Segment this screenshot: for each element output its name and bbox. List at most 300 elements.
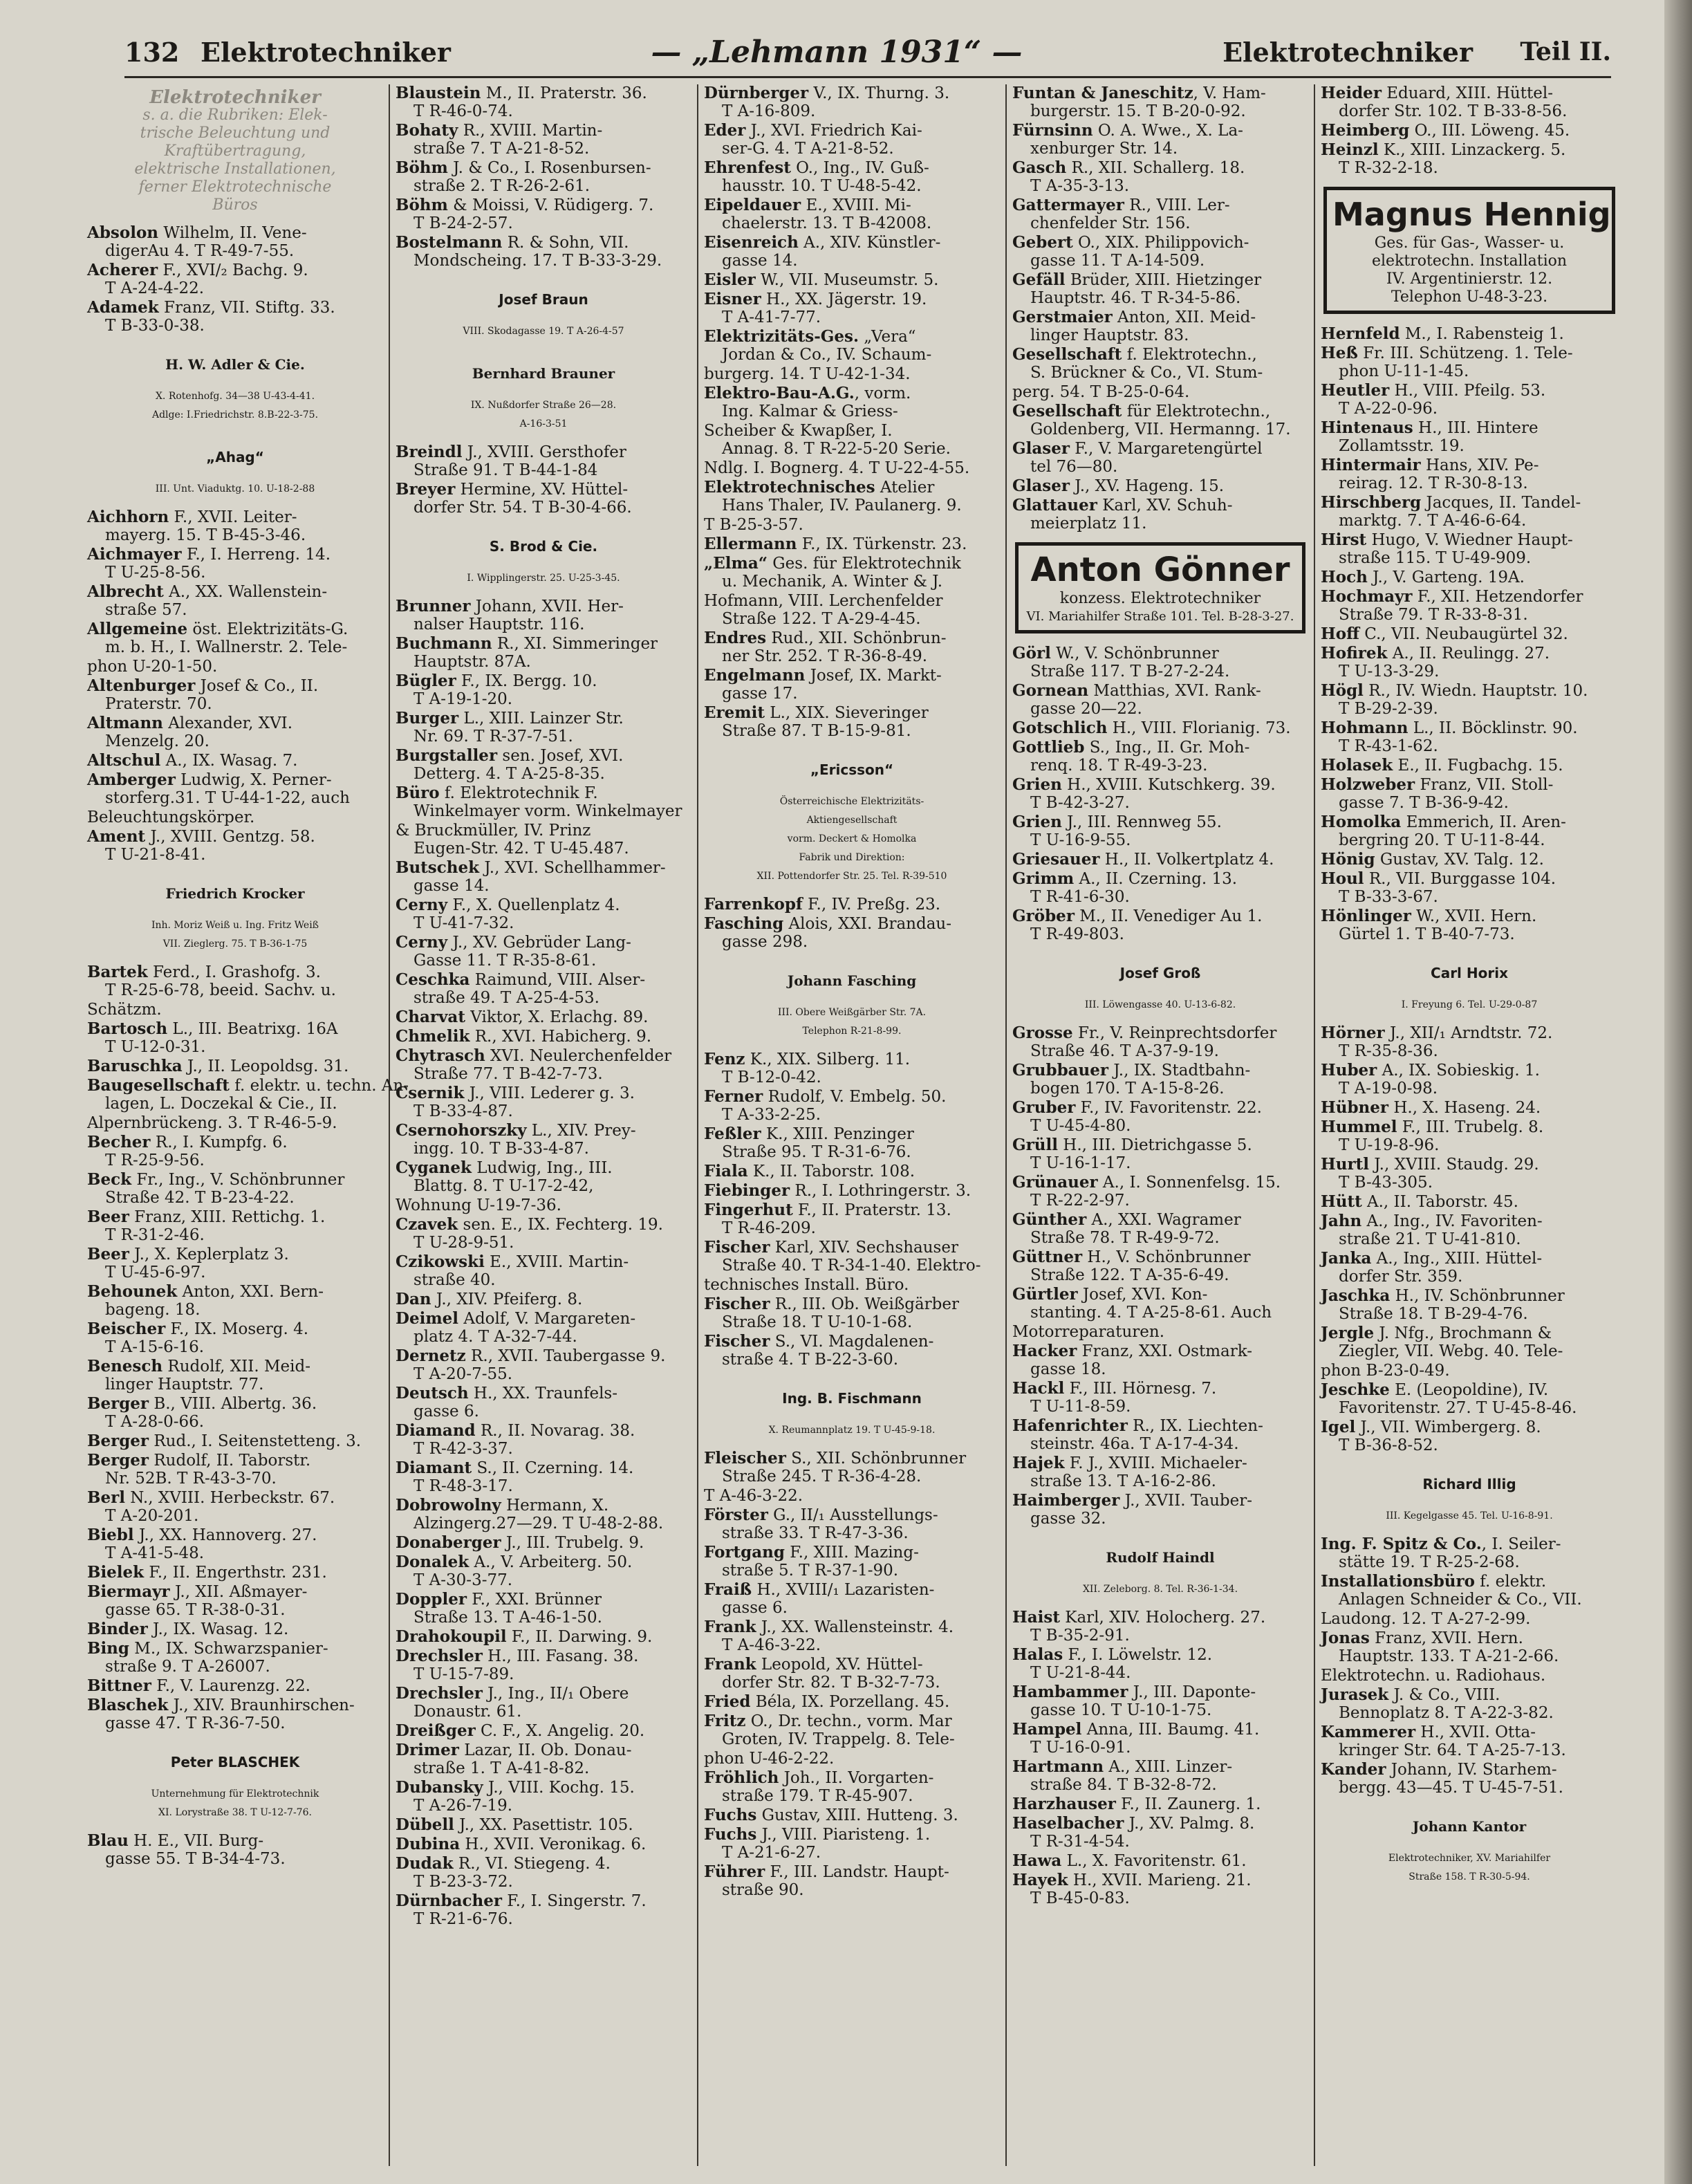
directory-entry (396, 1779, 691, 1815)
entry-name: Blaustein (396, 84, 481, 102)
directory-entry (1321, 870, 1618, 906)
entry-address: Josef, IX. Markt- (805, 667, 942, 685)
entry-address: Johann, IV. Starhem- (1386, 1761, 1557, 1779)
entry-address: phon U-46-2-22. (704, 1750, 835, 1768)
directory-entry (1012, 1609, 1308, 1645)
entry-address: H., VIII. Florianig. 73. (1107, 719, 1291, 737)
directory-entry (87, 1395, 383, 1431)
entry-name: Dernetz (396, 1347, 466, 1365)
entry-continuation: hausstr. 10. T U-48-5-42. (722, 177, 922, 195)
entry-name: Haimberger (1012, 1491, 1120, 1510)
directory-entry (87, 808, 383, 826)
directory-entry (1012, 1342, 1308, 1378)
directory-entry (396, 234, 691, 270)
entry-name: Halas (1012, 1645, 1063, 1664)
entry-continuation: renq. 18. T R-49-3-23. (1030, 757, 1208, 775)
directory-entry (396, 1290, 691, 1308)
entry-address: S., XII. Schönbrunner (785, 1450, 967, 1468)
entry-address: F., I. Singerstr. 7. (501, 1892, 647, 1910)
entry-name: Frank (704, 1618, 756, 1636)
entry-continuation: gasse 20—22. (1030, 700, 1142, 718)
entry-continuation: T A-21-6-27. (722, 1844, 821, 1862)
directory-entry (396, 1685, 691, 1721)
entry-continuation: u. Mechanik, A. Winter & J. (722, 573, 943, 591)
entry-address: F., V. Margaretengürtel (1069, 440, 1263, 458)
entry-address: Ludwig, Ing., III. (471, 1159, 613, 1177)
entry-continuation: T R-43-1-62. (1339, 737, 1438, 755)
entry-name: Fritz (704, 1712, 746, 1730)
directory-entry (87, 1076, 409, 1113)
entry-continuation: bergg. 43—45. T U-45-7-51. (1339, 1779, 1563, 1797)
entry-continuation: gasse 6. (722, 1599, 788, 1617)
entry-address: J., XV. Gebrüder Lang- (447, 934, 631, 952)
directory-entry (704, 667, 1000, 703)
advert-title: Johann Fasching (787, 972, 917, 989)
entry-address: Gustav, XV. Talg. 12. (1375, 851, 1544, 869)
entry-continuation: platz 4. T A-32-7-44. (413, 1328, 577, 1346)
entry-address: L., II. Böcklinstr. 90. (1408, 719, 1578, 737)
entry-address: F., IV. Favoritenstr. 22. (1075, 1099, 1262, 1117)
directory-entry (396, 1855, 691, 1891)
entry-continuation: steinstr. 46a. T A-17-4-34. (1030, 1435, 1239, 1453)
entry-continuation: stätte 19. T R-25-2-68. (1339, 1553, 1520, 1571)
directory-entry (1012, 739, 1308, 775)
entry-address: K., XIII. Penzinger (761, 1125, 914, 1143)
entry-name: Gotschlich (1012, 719, 1108, 737)
entry-name: Gottlieb (1012, 738, 1085, 757)
advert-line: X. Rotenhofg. 34—38 U-43-4-41. (155, 391, 315, 402)
advert-line: vorm. Deckert & Homolka (787, 833, 917, 844)
directory-entry (1321, 1723, 1618, 1759)
directory-entry (1012, 497, 1308, 533)
entry-address: J., XVIII. Gersthofer (462, 443, 626, 461)
directory-entry (1321, 907, 1618, 943)
entry-continuation: Bennoplatz 8. T A-22-3-82. (1339, 1704, 1554, 1722)
entry-address: F., X. Quellenplatz 4. (447, 896, 620, 914)
entry-name: Engelmann (704, 666, 806, 685)
entry-continuation: Straße 91. T B-44-1-84 (413, 461, 598, 479)
entry-name: Doppler (396, 1590, 467, 1609)
entry-continuation: Ing. Kalmar & Griess- (722, 402, 898, 420)
entry-continuation: T A-19-1-20. (413, 690, 513, 708)
advert-braun (396, 277, 691, 341)
entry-continuation: T R-31-2-46. (105, 1226, 205, 1244)
entry-name: Fischer (704, 1295, 770, 1313)
entry-continuation: storferg.31. T U-44-1-22, auch (105, 789, 350, 807)
entry-continuation: T B-24-2-57. (413, 214, 513, 232)
entry-continuation: gasse 17. (722, 685, 798, 703)
directory-entry (396, 1647, 691, 1683)
directory-entry (396, 1741, 691, 1777)
entry-name: Gornean (1012, 681, 1089, 700)
entry-continuation: gasse 7. T B-36-9-42. (1339, 794, 1509, 812)
entry-name: Holzweber (1321, 775, 1415, 794)
directory-entry (704, 1544, 1000, 1580)
entry-address: Karl, XIV. Holocherg. 27. (1059, 1609, 1266, 1627)
entry-continuation: straße 57. (105, 601, 187, 619)
entry-continuation: Straße 42. T B-23-4-22. (105, 1189, 295, 1207)
entry-name: Beck (87, 1170, 132, 1189)
entry-address: sen. Josef, XVI. (497, 747, 624, 765)
entry-address: H., XVII. Marieng. 21. (1068, 1871, 1252, 1889)
entry-continuation: S. Brückner & Co., VI. Stum- (1030, 364, 1263, 382)
entry-continuation: Hauptstr. 46. T R-34-5-86. (1030, 289, 1241, 307)
directory-entry (704, 234, 1000, 270)
entry-address: & Bruckmüller, IV. Prinz (396, 822, 591, 840)
entry-continuation: gasse 32. (1030, 1510, 1106, 1528)
entry-group (1012, 1024, 1308, 1528)
entry-address: J., VIII. Kochg. 15. (483, 1779, 635, 1797)
entry-name: Janka (1321, 1249, 1372, 1268)
advert-title: Josef Groß (1119, 965, 1201, 981)
entry-address: A., XX. Wallenstein- (163, 583, 328, 601)
directory-entry (87, 963, 383, 999)
entry-address: Eduard, XIII. Hüttel- (1381, 84, 1553, 102)
entry-name: Hohmann (1321, 719, 1409, 737)
entry-continuation: Annag. 8. T R-22-5-20 Serie. (722, 440, 951, 458)
directory-entry (1321, 1362, 1618, 1380)
entry-name: Aichmayer (87, 545, 182, 564)
directory-entry (704, 1750, 1000, 1768)
entry-name: Bostelmann (396, 233, 503, 252)
entry-continuation: ser-G. 4. T A-21-8-52. (722, 140, 894, 158)
entry-address: Gustav, XIII. Hutteng. 3. (756, 1806, 958, 1824)
entry-address: burgerg. 14. T U-42-1-34. (704, 365, 911, 383)
entry-name: Fuchs (704, 1806, 757, 1824)
entry-address: B., VIII. Albertg. 36. (149, 1395, 317, 1413)
entry-continuation: T B-33-4-87. (413, 1102, 513, 1120)
entry-name: Jeschke (1321, 1380, 1390, 1399)
directory-entry (1012, 308, 1308, 344)
entry-address: A., IX. Sobieskig. 1. (1377, 1062, 1540, 1080)
directory-entry (396, 122, 691, 158)
entry-name: Charvat (396, 1008, 465, 1026)
entry-group (1012, 1609, 1308, 1907)
entry-continuation: mayerg. 15. T B-45-3-46. (105, 526, 306, 544)
entry-address: R., XVII. Taubergasse 9. (465, 1347, 666, 1365)
directory-entry (704, 385, 1000, 420)
entry-continuation: T B-45-0-83. (1030, 1889, 1130, 1907)
entry-name: Altmann (87, 714, 163, 732)
directory-entry (1012, 1323, 1308, 1341)
entry-address: F., IX. Türkenstr. 23. (797, 535, 967, 553)
entry-continuation: m. b. H., I. Wallnerstr. 2. Tele- (105, 638, 348, 656)
entry-continuation: T A-28-0-66. (105, 1413, 205, 1431)
entry-address: H., XVIII/₁ Lazaristen- (752, 1581, 935, 1599)
directory-entry (87, 1246, 383, 1281)
entry-name: Heutler (1321, 381, 1390, 400)
advert-line: elektrotechn. Installation (1371, 252, 1568, 270)
entry-name: Funtan & Janeschitz (1012, 84, 1193, 102)
entry-address: Rudolf, V. Embelg. 50. (763, 1088, 947, 1106)
directory-entry (1012, 1099, 1308, 1135)
entry-name: Absolon (87, 223, 159, 242)
entry-address: Alexander, XVI. (162, 714, 293, 732)
entry-continuation: gasse 18. (1030, 1360, 1106, 1378)
entry-continuation: T U-16-0-91. (1030, 1739, 1131, 1757)
advert-title: Carl Horix (1431, 965, 1508, 981)
directory-entry (1321, 531, 1618, 567)
entry-continuation: linger Hauptstr. 77. (105, 1376, 264, 1394)
directory-entry (396, 1216, 691, 1252)
entry-name: Gefäll (1012, 270, 1066, 289)
entry-name: Grosse (1012, 1024, 1073, 1042)
directory-entry (1012, 1871, 1308, 1907)
directory-entry (704, 915, 1000, 951)
entry-continuation: T R-31-4-54. (1030, 1833, 1130, 1851)
entry-name: Fleischer (704, 1449, 786, 1468)
entry-name: Hernfeld (1321, 324, 1400, 343)
entry-address: XVI. Neulerchenfelder (485, 1047, 672, 1065)
entry-continuation: Straße 18. T U-10-1-68. (722, 1313, 913, 1331)
entry-name: Jaschka (1321, 1286, 1391, 1305)
entry-address: J., XII/₁ Arndtstr. 72. (1384, 1024, 1553, 1042)
entry-address: J., IX. Wasag. 12. (147, 1620, 289, 1638)
directory-entry (1321, 682, 1618, 718)
entry-address: R., I. Lothringerstr. 3. (790, 1182, 971, 1200)
entry-name: Donaberger (396, 1533, 501, 1552)
entry-continuation: straße 2. T R-26-2-61. (413, 177, 591, 195)
entry-address: J., III. Daponte- (1128, 1683, 1256, 1701)
entry-name: Dübell (396, 1815, 454, 1834)
advert-line: Österreichische Elektrizitäts- (779, 796, 924, 807)
entry-continuation: gasse 65. T R-38-0-31. (105, 1601, 286, 1619)
entry-name: Acherer (87, 261, 158, 279)
entry-continuation: lagen, L. Doczekal & Cie., II. (105, 1095, 337, 1113)
entry-continuation: T U-41-7-32. (413, 914, 514, 932)
entry-group (1321, 84, 1618, 177)
advert-fischmann (704, 1376, 1000, 1440)
directory-entry (87, 1620, 383, 1638)
directory-entry (1321, 1118, 1618, 1154)
entry-address: Franz, XVII. Hern. (1369, 1629, 1523, 1647)
column-1 (82, 84, 409, 2166)
entry-continuation: Blattg. 8. T U-17-2-42, (413, 1177, 594, 1195)
entry-address: Alois, XXI. Brandau- (783, 915, 952, 933)
entry-name: Drechsler (396, 1684, 483, 1703)
entry-continuation: T B-29-2-39. (1339, 700, 1438, 718)
entry-address: F., XIII. Mazing- (784, 1544, 919, 1562)
entry-name: Gebert (1012, 233, 1073, 252)
entry-continuation: T A-15-6-16. (105, 1338, 205, 1356)
entry-name: Jonas (1321, 1629, 1370, 1647)
entry-name: Installationsbüro (1321, 1572, 1475, 1591)
entry-name: Jergle (1321, 1324, 1375, 1342)
entry-name: Drahokoupil (396, 1627, 507, 1646)
entry-address: S., VI. Magdalenen- (770, 1333, 934, 1351)
entry-address: J., XII. Aßmayer- (169, 1583, 308, 1601)
entry-address: J., IX. Stadtbahn- (1108, 1062, 1251, 1080)
entry-continuation: T A-33-2-25. (722, 1106, 821, 1124)
entry-address: J., III. Trubelg. 9. (501, 1534, 644, 1552)
entry-name: Bartosch (87, 1019, 168, 1038)
entry-name: Gruber (1012, 1098, 1076, 1117)
entry-name: Fingerhut (704, 1201, 793, 1219)
advert-line: I. Wipplingerstr. 25. U-25-3-45. (467, 573, 620, 584)
entry-name: Bügler (396, 672, 456, 690)
entry-address: Jacques, II. Tandel- (1421, 494, 1581, 512)
entry-name: Ing. F. Spitz & Co. (1321, 1535, 1482, 1553)
directory-entry (396, 1722, 691, 1740)
advert-title: Magnus Hennig (1332, 196, 1611, 233)
directory-entry (704, 328, 1000, 364)
entry-continuation: xenburger Str. 14. (1030, 140, 1178, 158)
entry-address: Karl, XIV. Sechshauser (770, 1239, 958, 1257)
entry-continuation: phon U-11-1-45. (1339, 362, 1469, 380)
entry-continuation: T A-24-4-22. (105, 279, 205, 297)
directory-entry (87, 771, 383, 807)
advert-line: Aktiengesellschaft (806, 815, 898, 826)
entry-group (396, 443, 691, 517)
entry-address: technisches Install. Büro. (704, 1276, 909, 1294)
entry-name: Hacker (1012, 1342, 1077, 1360)
entry-name: Hayek (1012, 1871, 1068, 1889)
entry-name: Hintenaus (1321, 418, 1413, 437)
column-2 (390, 84, 698, 2166)
directory-entry (1012, 271, 1308, 307)
entry-continuation: Straße 40. T R-34-1-40. Elektro- (722, 1257, 981, 1275)
entry-name: Griesauer (1012, 850, 1100, 869)
entry-continuation: T U-21-8-41. (105, 846, 206, 864)
advert-line: XI. Lorystraße 38. T U-12-7-76. (158, 1807, 312, 1818)
entry-name: Hurtl (1321, 1155, 1369, 1174)
entry-group (704, 84, 1000, 740)
entry-address: Viktor, X. Erlachg. 89. (465, 1008, 649, 1026)
entry-name: Diamand (396, 1421, 476, 1440)
directory-entry (396, 598, 691, 633)
entry-address: F., XXI. Brünner (466, 1591, 602, 1609)
entry-continuation: T R-32-2-18. (1339, 159, 1438, 177)
entry-address: J., V. Garteng. 19A. (1367, 568, 1525, 586)
directory-entry (1321, 851, 1618, 869)
entry-name: Deutsch (396, 1384, 469, 1403)
entry-name: Eisner (704, 290, 761, 308)
advert-ericsson (704, 747, 1000, 886)
entry-continuation: T A-41-7-77. (722, 308, 821, 326)
intro-line: Kraftübertragung, (164, 142, 306, 160)
directory-entry (1012, 1721, 1308, 1757)
entry-name: Haselbacher (1012, 1814, 1124, 1833)
entry-address: F., XVII. Leiter- (169, 508, 297, 526)
entry-name: Dürnbacher (396, 1891, 502, 1910)
entry-address: Wohnung U-19-7-36. (396, 1196, 561, 1214)
entry-continuation: T U-19-8-96. (1339, 1136, 1440, 1154)
entry-address: C., VII. Neubaugürtel 32. (1359, 625, 1568, 643)
entry-name: Förster (704, 1506, 768, 1524)
entry-address: J., XVII. Tauber- (1119, 1492, 1253, 1510)
directory-entry (396, 747, 691, 783)
entry-continuation: dorfer Str. 82. T B-32-7-73. (722, 1674, 940, 1692)
directory-entry (1321, 1324, 1618, 1360)
entry-address: R., I. Kumpfg. 6. (150, 1133, 288, 1151)
directory-entry (1012, 1646, 1308, 1682)
entry-address: Raimund, VIII. Alser- (470, 971, 646, 989)
intro-line: ferner Elektrotechnische (138, 178, 332, 196)
entry-address: F. J., XVIII. Michaeler- (1064, 1454, 1247, 1472)
entry-address: f. elektr. u. techn. An- (229, 1077, 409, 1095)
entry-continuation: Detterg. 4. T A-25-8-35. (413, 765, 605, 783)
entry-address: A., XIII. Linzer- (1104, 1758, 1233, 1776)
advert-line: I. Freyung 6. Tel. U-29-0-87 (1401, 999, 1538, 1010)
directory-entry (1012, 1683, 1308, 1719)
entry-name: Elektrizitäts-Ges. (704, 327, 859, 346)
entry-address: , vorm. (854, 385, 911, 402)
entry-address: H., XVII. Otta- (1415, 1723, 1536, 1741)
entry-name: Dubina (396, 1835, 461, 1853)
entry-address: , V. Ham- (1193, 84, 1266, 102)
entry-continuation: Mondscheing. 17. T B-33-3-29. (413, 252, 662, 270)
entry-continuation: Praterstr. 70. (105, 695, 212, 713)
entry-group (1321, 1024, 1618, 1454)
entry-address: R., III. Ob. Weißgärber (770, 1295, 959, 1313)
entry-address: J., XV. Hageng. 15. (1069, 477, 1225, 495)
entry-name: Farrenkopf (704, 895, 803, 914)
directory-entry (396, 1196, 691, 1214)
directory-entry (87, 546, 383, 582)
entry-continuation: Straße 245. T R-36-4-28. (722, 1468, 922, 1486)
directory-entry (704, 1333, 1000, 1369)
advert-line: Unternehmung für Elektrotechnik (151, 1788, 319, 1799)
intro-line: trische Beleuchtung und (140, 124, 331, 142)
entry-name: Hambammer (1012, 1683, 1128, 1701)
entry-address: Ferd., I. Grashofg. 3. (147, 963, 321, 981)
entry-name: Heimberg (1321, 121, 1410, 140)
entry-continuation: Straße 46. T A-37-9-19. (1030, 1042, 1219, 1060)
column-3 (698, 84, 1007, 2166)
directory-entry (1012, 1417, 1308, 1453)
advert-brauner (396, 351, 691, 434)
entry-continuation: Eugen-Str. 42. T U-45.487. (413, 840, 629, 858)
entry-address: Rud., I. Seitenstetteng. 3. (149, 1432, 362, 1450)
directory-entry (704, 1506, 1000, 1542)
directory-entry (1012, 1174, 1308, 1210)
entry-address: Josef, XVI. Kon- (1077, 1286, 1208, 1304)
entry-continuation: T A-22-0-96. (1339, 400, 1438, 418)
directory-entry (1321, 1099, 1618, 1117)
directory-entry (87, 508, 383, 544)
entry-continuation: T R-42-3-37. (413, 1440, 513, 1458)
entry-name: Fröhlich (704, 1768, 779, 1787)
entry-address: Hermann, X. (501, 1497, 609, 1515)
entry-name: Eisler (704, 270, 756, 289)
entry-name: Hackl (1012, 1379, 1065, 1398)
directory-entry (704, 1163, 1000, 1181)
directory-entry (1012, 1136, 1308, 1172)
advert-line: Straße 158. T R-30-5-94. (1409, 1871, 1530, 1882)
entry-continuation: chenfelder Str. 156. (1030, 214, 1191, 232)
directory-entry (396, 672, 691, 708)
entry-address: O. A. Wwe., X. La- (1093, 122, 1243, 140)
advert-line: VI. Mariahilfer Straße 101. Tel. B-28-3-27. (1026, 609, 1294, 624)
directory-entry (87, 1001, 383, 1019)
entry-address: N., XVIII. Herbeckstr. 67. (124, 1489, 335, 1507)
entry-name: Ehrenfest (704, 158, 791, 177)
entry-address: A., XXI. Wagramer (1086, 1211, 1241, 1229)
directory-entry (87, 1526, 383, 1562)
entry-name: Hoch (1321, 568, 1368, 586)
entry-group (396, 84, 691, 270)
directory-entry (1321, 1250, 1618, 1286)
advert-title: Josef Braun (499, 291, 588, 308)
entry-address: F., II. Praterstr. 13. (792, 1201, 951, 1219)
entry-continuation: gasse 298. (722, 933, 808, 951)
entry-name: Czavek (396, 1215, 458, 1234)
advert-line: III. Löwengasse 40. U-13-6-82. (1084, 999, 1236, 1010)
directory-entry (704, 479, 1000, 515)
section-intro (87, 89, 383, 214)
entry-name: Gasch (1012, 158, 1067, 177)
header-part: Teil II. (1520, 37, 1611, 66)
